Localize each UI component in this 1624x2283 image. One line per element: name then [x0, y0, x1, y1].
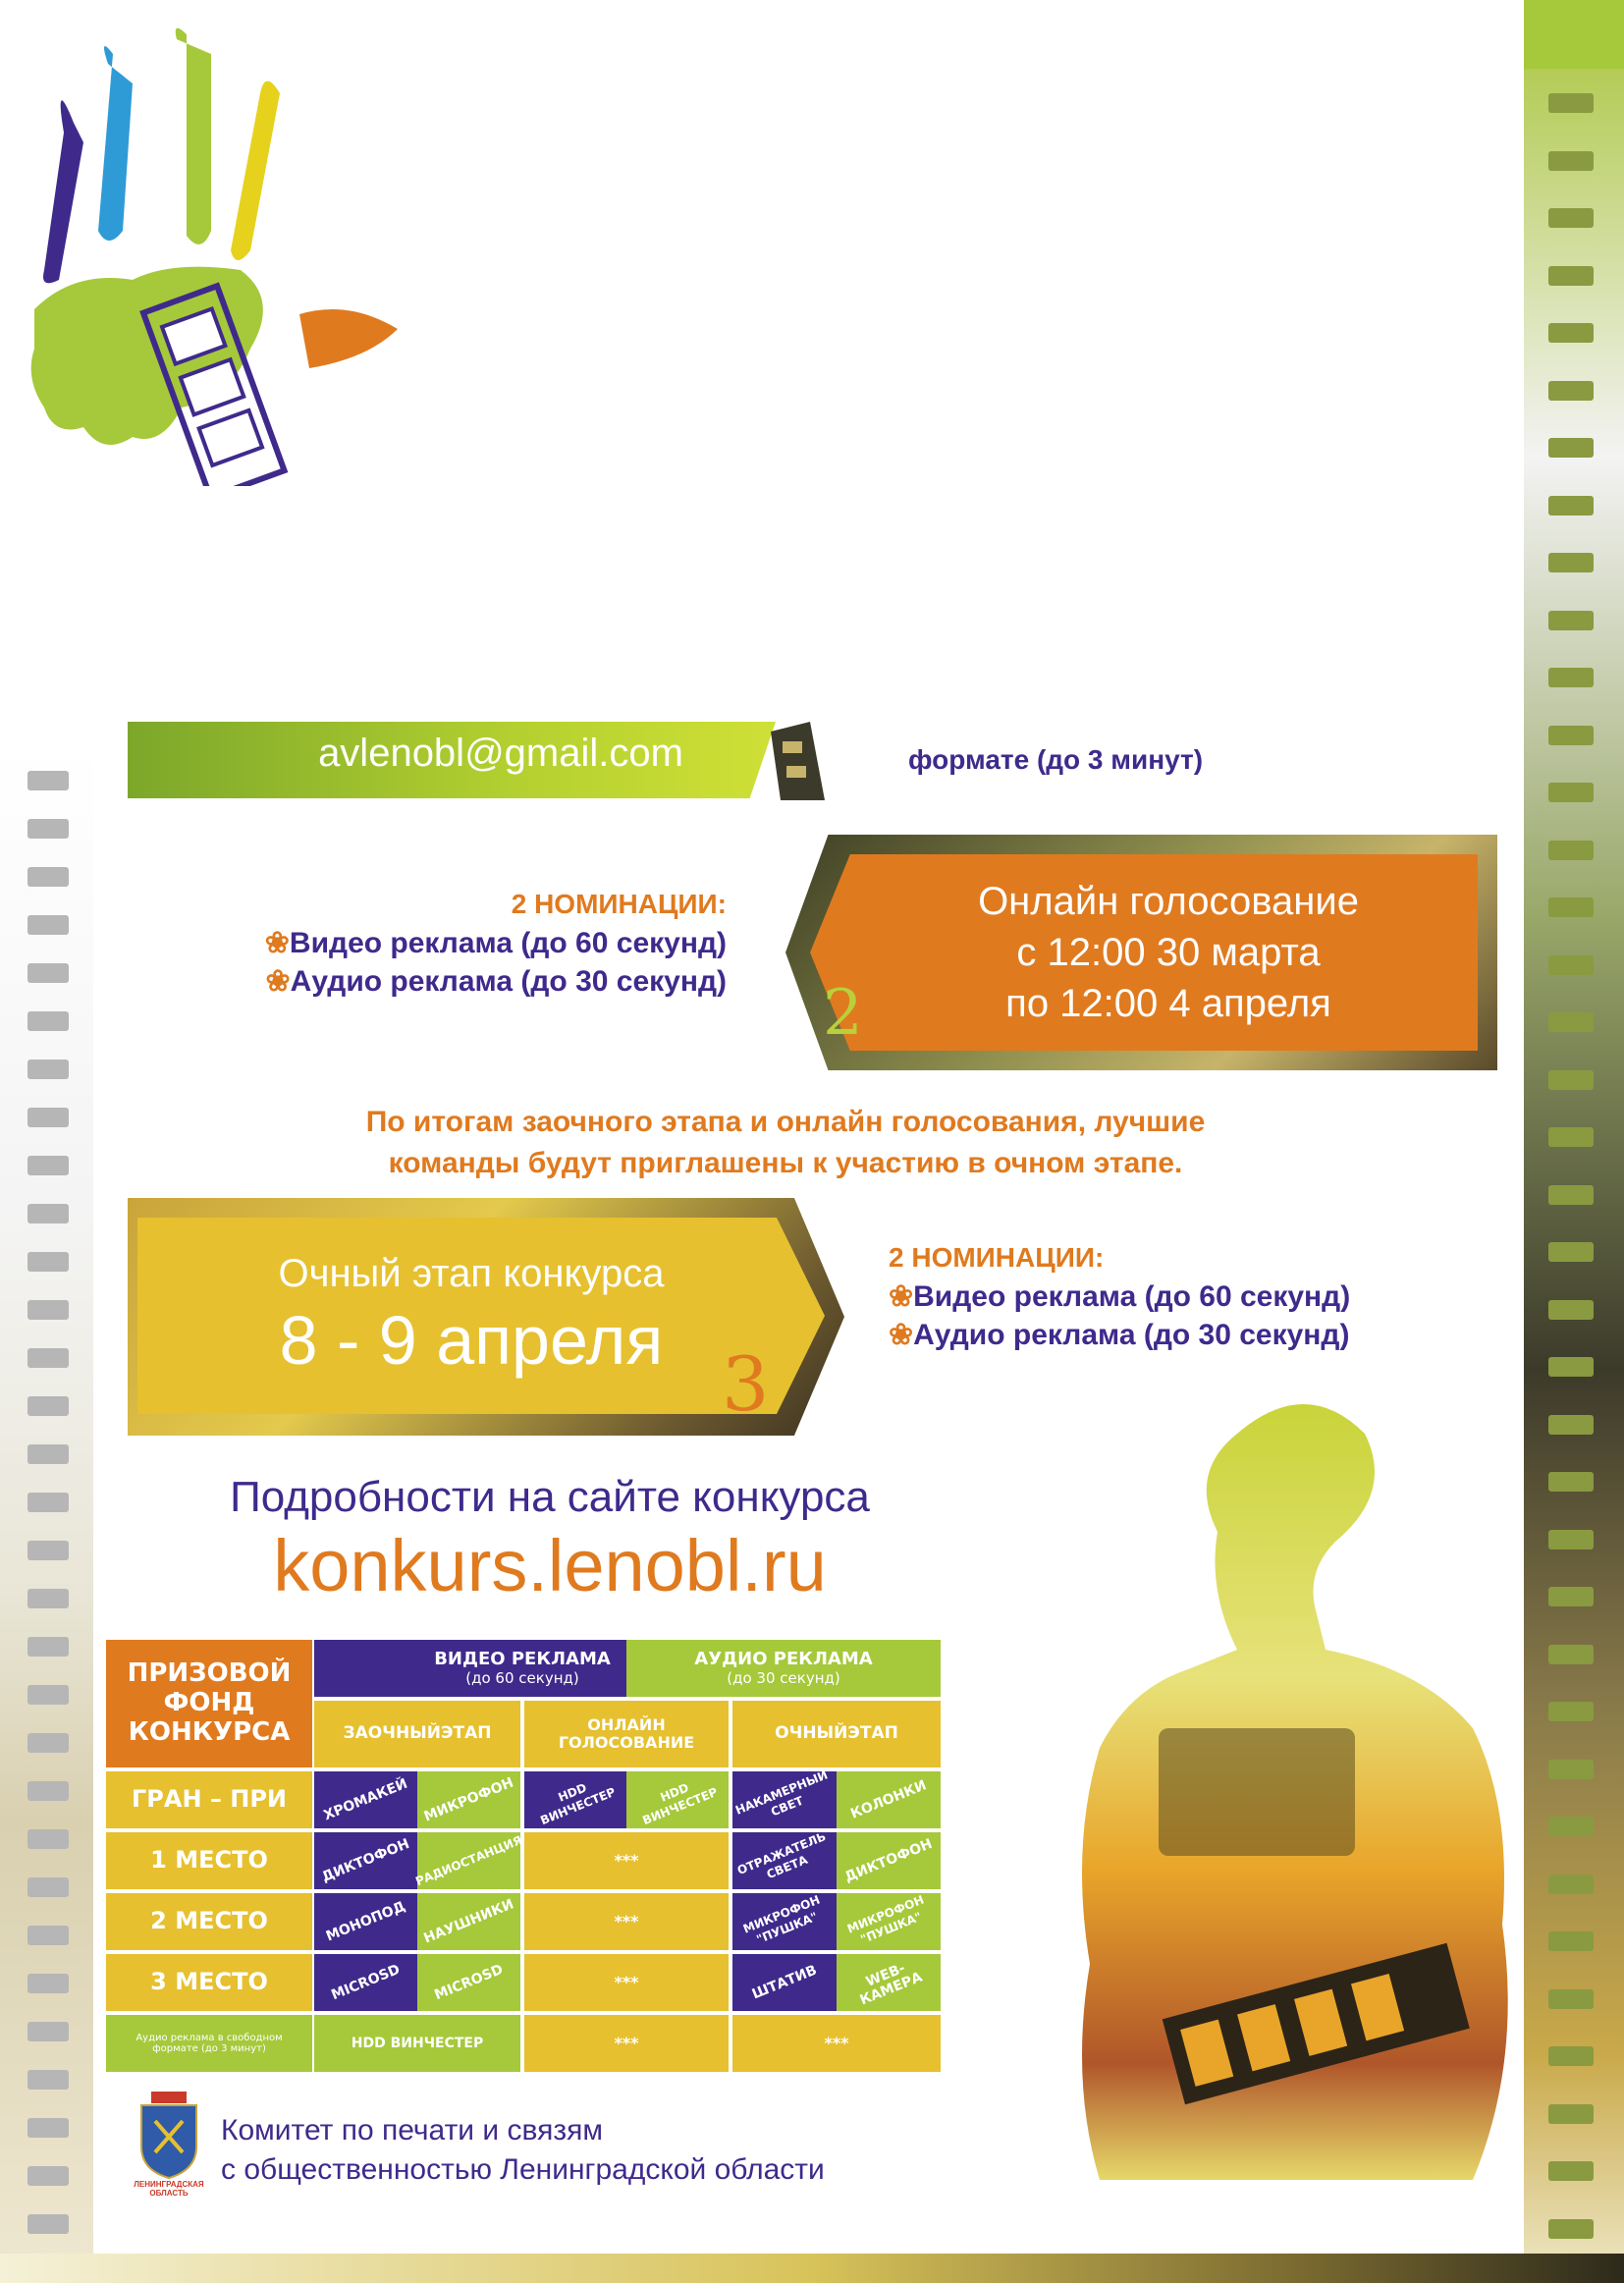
film-perforation: [1548, 2104, 1594, 2124]
prize-item-online: ***: [524, 2015, 729, 2072]
film-perforation: [1548, 438, 1594, 458]
col-header-zaochny: ЗАОЧНЫЙЭТАП: [314, 1701, 520, 1767]
stage3-dates: 8 - 9 апреля: [279, 1302, 664, 1379]
film-perforation: [27, 2214, 69, 2234]
prize-item-ochny: ***: [732, 2015, 941, 2072]
film-perforation: [27, 1252, 69, 1272]
hand-film-logo-icon: [15, 15, 427, 486]
film-perforation: [27, 1396, 69, 1416]
prize-cell: [314, 1954, 417, 2011]
prize-item-online: ***: [524, 1893, 729, 1950]
flower-bullet-icon: ❀: [889, 1319, 914, 1351]
film-perforation: [27, 771, 69, 790]
flower-bullet-icon: ❀: [264, 927, 290, 959]
film-perforation: [1548, 1357, 1594, 1377]
col-header-online: ОНЛАЙН ГОЛОСОВАНИЕ: [524, 1701, 729, 1767]
row-label-grand-prix: ГРАН – ПРИ: [106, 1771, 312, 1828]
prize-item: НАКАМЕРНЫЙ СВЕТ: [733, 1767, 830, 1820]
film-perforation: [1548, 208, 1594, 228]
film-perforation: [27, 1444, 69, 1464]
film-perforation: [1548, 151, 1594, 171]
prize-item-online: ***: [524, 1954, 729, 2011]
film-perforation: [1548, 611, 1594, 630]
film-perforation: [27, 1829, 69, 1849]
nominations-left-heading: 2 НОМИНАЦИИ:: [511, 889, 727, 919]
film-perforation: [1548, 897, 1594, 917]
flower-bullet-icon: ❀: [265, 965, 291, 998]
selection-note-line1: По итогам заочного этапа и онлайн голосования, лучшие: [365, 1106, 1206, 1138]
film-perforation: [1548, 496, 1594, 516]
nominations-left-item: ❀Видео реклама (до 60 секунд): [264, 927, 727, 959]
details-caption: Подробности на сайте конкурса: [230, 1473, 870, 1521]
prize-item: ДИКТОФОН: [841, 1835, 935, 1885]
film-perforation: [1548, 1472, 1594, 1492]
film-perforation: [1548, 1530, 1594, 1549]
committee-line2: с общественностью Ленинградской области: [221, 2153, 825, 2186]
film-perforation: [1548, 93, 1594, 113]
film-perforation: [1548, 1645, 1594, 1664]
film-perforation: [1548, 2161, 1594, 2181]
prize-item: HDD ВИНЧЕСТЕР: [538, 1780, 618, 1828]
film-perforation: [1548, 955, 1594, 975]
film-perforation: [1548, 783, 1594, 802]
film-perforation: [1548, 553, 1594, 572]
film-perforation: [1548, 1875, 1594, 1894]
crest-caption: ЛЕНИНГРАДСКАЯ ОБЛАСТЬ: [134, 2180, 204, 2198]
prize-item: WEB-КАМЕРА: [857, 1960, 925, 2009]
film-perforation: [1548, 1587, 1594, 1606]
prize-item: КОЛОНКИ: [847, 1776, 929, 1822]
prize-item: ДИКТОФОН: [319, 1835, 412, 1885]
film-perforation: [1548, 1702, 1594, 1721]
film-perforation: [1548, 1070, 1594, 1090]
film-perforation: [27, 1156, 69, 1175]
film-perforation: [1548, 381, 1594, 401]
film-perforation: [27, 1781, 69, 1801]
film-strip-top-band: [1524, 0, 1624, 69]
stage2-line2: с 12:00 30 марта: [1016, 931, 1321, 974]
prize-item: ОТРАЖАТЕЛЬ СВЕТА: [734, 1829, 829, 1882]
committee-name: [221, 2111, 825, 2190]
prize-cell: [524, 1771, 626, 1828]
details-block: [98, 1473, 1001, 1607]
film-perforation: [1548, 2046, 1594, 2066]
prize-table-title: ПРИЗОВОЙ ФОНД КОНКУРСА: [106, 1640, 312, 1767]
film-perforation: [1548, 668, 1594, 687]
film-perforation: [27, 1348, 69, 1368]
row-label-1st-place: 1 МЕСТО: [106, 1832, 312, 1889]
film-perforation: [27, 1589, 69, 1608]
nominations-right-item: ❀Аудио реклама (до 30 секунд): [889, 1319, 1350, 1351]
film-perforation: [27, 1204, 69, 1223]
prize-cell: [837, 1954, 941, 2011]
prize-item: HDD ВИНЧЕСТЕР: [640, 1780, 720, 1828]
film-perforation: [1548, 323, 1594, 343]
stage2-line1: Онлайн голосование: [978, 880, 1359, 923]
stage1-note: формате (до 3 минут): [908, 744, 1204, 775]
film-perforation: [27, 1733, 69, 1753]
film-perforation: [27, 1685, 69, 1705]
film-perforation: [27, 1877, 69, 1897]
row-label-3rd-place: 3 МЕСТО: [106, 1954, 312, 2011]
film-perforation: [1548, 726, 1594, 745]
film-perforation: [27, 1493, 69, 1512]
audio-ad-header: АУДИО РЕКЛАМА (до 30 секунд): [626, 1640, 941, 1697]
film-perforation: [1548, 1127, 1594, 1147]
film-perforation: [27, 819, 69, 839]
prize-item: ХРОМАКЕЙ: [321, 1775, 410, 1823]
stage2-number: 2: [823, 977, 863, 1050]
prize-cell: [626, 1771, 729, 1828]
film-perforation: [1548, 1242, 1594, 1262]
prize-item: MICROSD: [432, 1961, 506, 2003]
prize-item: МОНОПОД: [323, 1898, 407, 1944]
film-perforation: [27, 1926, 69, 1945]
video-ad-header: ВИДЕО РЕКЛАМА (до 60 секунд): [314, 1640, 731, 1697]
contest-site-link[interactable]: konkurs.lenobl.ru: [273, 1525, 827, 1606]
film-perforation: [1548, 1012, 1594, 1032]
film-perforation: [1548, 1817, 1594, 1836]
film-perforation: [27, 1541, 69, 1560]
film-perforation: [27, 1060, 69, 1079]
film-perforation: [27, 1011, 69, 1031]
prize-item-zaochny: HDD ВИНЧЕСТЕР: [314, 2015, 520, 2072]
film-perforation: [1548, 1300, 1594, 1320]
film-perforation: [27, 2166, 69, 2186]
prize-item: МИКРОФОН "ПУШКА": [844, 1892, 927, 1947]
nominations-left: [196, 889, 727, 999]
committee-line1: Комитет по печати и связям: [221, 2114, 603, 2147]
bottom-film-band: [0, 2254, 1624, 2283]
film-strip-left: [0, 746, 93, 2283]
prize-table: [106, 1640, 941, 2072]
nominations-right: [889, 1242, 1478, 1352]
film-perforation: [27, 1637, 69, 1657]
film-perforation: [1548, 1760, 1594, 1779]
film-perforation: [27, 915, 69, 935]
film-perforation: [1548, 1185, 1594, 1205]
prize-item: МИКРОФОН "ПУШКА": [740, 1892, 823, 1947]
film-perforation: [1548, 2219, 1594, 2239]
stage2-text: [884, 876, 1453, 1029]
film-perforation: [27, 1108, 69, 1127]
stage2-line3: по 12:00 4 апреля: [1005, 982, 1331, 1025]
film-perforation: [1548, 1989, 1594, 2009]
camera-operator-illustration: [1011, 1375, 1542, 2258]
nominations-left-item: ❀Аудио реклама (до 30 секунд): [265, 965, 727, 998]
selection-note: [196, 1102, 1375, 1184]
nominations-right-heading: 2 НОМИНАЦИИ:: [889, 1242, 1105, 1273]
film-perforation: [27, 1300, 69, 1320]
prize-item: ШТАТИВ: [749, 1962, 820, 2002]
contact-email[interactable]: avlenobl@gmail.com: [318, 732, 683, 775]
selection-note-line2: команды будут приглашены к участию в очном этапе.: [388, 1147, 1183, 1179]
film-perforation: [1548, 1931, 1594, 1951]
nominations-right-item: ❀Видео реклама (до 60 секунд): [889, 1280, 1351, 1313]
prize-cell: [732, 1954, 837, 2011]
film-perforation: [27, 2022, 69, 2041]
flower-bullet-icon: ❀: [889, 1280, 914, 1313]
film-perforation: [27, 2070, 69, 2090]
row-label-2nd-place: 2 МЕСТО: [106, 1893, 312, 1950]
film-icon: [761, 722, 830, 800]
film-perforation: [27, 2118, 69, 2138]
film-perforation: [1548, 1415, 1594, 1435]
contest-logo: [15, 15, 427, 486]
prize-item: MICROSD: [329, 1961, 403, 2003]
film-perforation: [27, 963, 69, 983]
prize-item-online: ***: [524, 1832, 729, 1889]
stage3-number: 3: [722, 1340, 770, 1428]
stage3-line1: Очный этап конкурса: [278, 1252, 665, 1295]
film-perforation: [27, 1974, 69, 1993]
col-header-ochny: ОЧНЫЙЭТАП: [732, 1701, 941, 1767]
leningrad-region-crest: [134, 2092, 204, 2200]
film-perforation: [1548, 841, 1594, 860]
row-label-audio-free-format: Аудио реклама в свободном формате (до 3 минут): [106, 2015, 312, 2072]
prize-item: МИКРОФОН: [421, 1773, 516, 1825]
prize-item: РАДИОСТАНЦИЯ: [413, 1832, 524, 1888]
film-perforation: [1548, 266, 1594, 286]
prize-cell: [417, 1954, 520, 2011]
film-perforation: [27, 867, 69, 887]
prize-item: НАУШНИКИ: [421, 1895, 516, 1947]
